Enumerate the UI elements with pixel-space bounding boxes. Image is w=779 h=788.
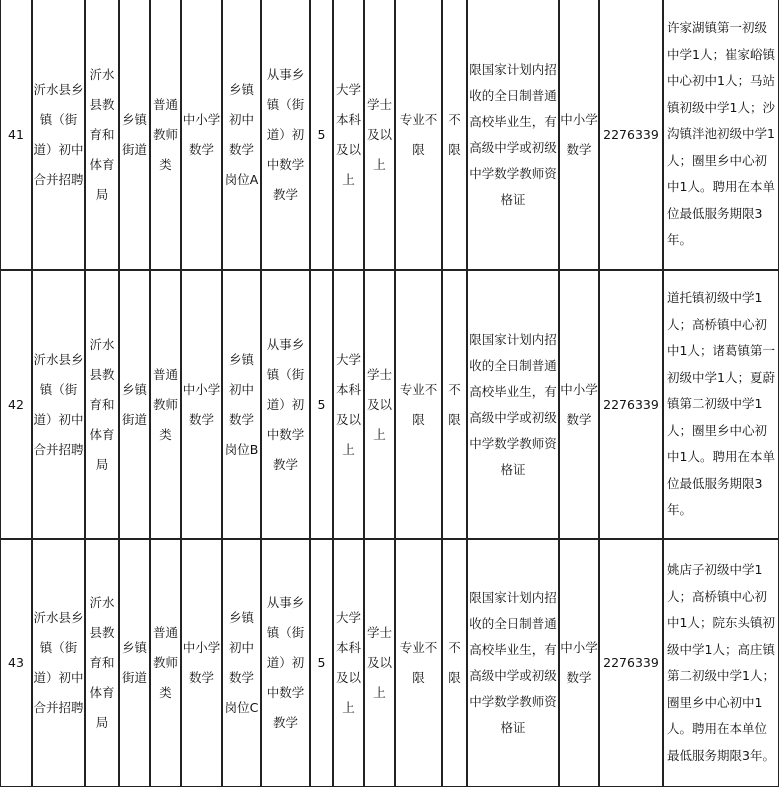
recruiting-unit: 沂水县乡镇（街道）初中合并招聘 (32, 0, 85, 270)
department: 沂水县教育和体育局 (85, 270, 119, 539)
qualification: 限国家计划内招收的全日制普通高校毕业生，有高级中学或初级中学数学教师资格证 (467, 270, 559, 539)
post-type: 中小学数学 (181, 0, 222, 270)
remarks: 许家湖镇第一初级中学1人；崔家峪镇中心初中1人；马站镇初级中学1人；沙沟镇泮池初级中学1人；圈里乡中心初中1人。聘用在本单位最低服务期限3年。 (663, 0, 779, 270)
education: 大学本科及以上 (333, 539, 364, 787)
headcount: 5 (310, 270, 333, 539)
education: 大学本科及以上 (333, 270, 364, 539)
other-requirement: 不限 (442, 539, 467, 787)
post-category: 普通教师类 (150, 0, 181, 270)
post-type: 中小学数学 (181, 539, 222, 787)
row-number: 42 (0, 270, 32, 539)
degree: 学士及以上 (364, 270, 395, 539)
exam-subject: 中小学数学 (559, 0, 599, 270)
recruiting-unit: 沂水县乡镇（街道）初中合并招聘 (32, 270, 85, 539)
qualification: 限国家计划内招收的全日制普通高校毕业生，有高级中学或初级中学数学教师资格证 (467, 539, 559, 787)
contact-phone: 2276339 (599, 539, 663, 787)
post-category: 普通教师类 (150, 270, 181, 539)
headcount: 5 (310, 0, 333, 270)
table-row (0, 0, 779, 270)
table-row (0, 270, 779, 539)
major: 专业不限 (395, 539, 442, 787)
remarks: 姚店子初级中学1人；高桥镇中心初中1人；院东头镇初级中学1人；高庄镇第二初级中学1人；圈里乡中心初中1人。聘用在本单位最低服务期限3年。 (663, 539, 779, 787)
education: 大学本科及以上 (333, 0, 364, 270)
major: 专业不限 (395, 270, 442, 539)
degree: 学士及以上 (364, 0, 395, 270)
duty: 从事乡镇（街道）初中数学教学 (261, 270, 310, 539)
headcount: 5 (310, 539, 333, 787)
post-category: 普通教师类 (150, 539, 181, 787)
remarks: 道托镇初级中学1人；高桥镇中心初中1人；诸葛镇第一初级中学1人；夏蔚镇第二初级中学1人；圈里乡中心初中1人。聘用在本单位最低服务期限3年。 (663, 270, 779, 539)
degree: 学士及以上 (364, 539, 395, 787)
qualification: 限国家计划内招收的全日制普通高校毕业生，有高级中学或初级中学数学教师资格证 (467, 0, 559, 270)
row-number: 43 (0, 539, 32, 787)
major: 专业不限 (395, 0, 442, 270)
post-name: 乡镇初中数学岗位A (222, 0, 261, 270)
other-requirement: 不限 (442, 270, 467, 539)
duty: 从事乡镇（街道）初中数学教学 (261, 539, 310, 787)
exam-subject: 中小学数学 (559, 539, 599, 787)
area: 乡镇街道 (119, 0, 150, 270)
table-row (0, 539, 779, 787)
post-type: 中小学数学 (181, 270, 222, 539)
area: 乡镇街道 (119, 539, 150, 787)
contact-phone: 2276339 (599, 0, 663, 270)
duty: 从事乡镇（街道）初中数学教学 (261, 0, 310, 270)
post-name: 乡镇初中数学岗位B (222, 270, 261, 539)
department: 沂水县教育和体育局 (85, 0, 119, 270)
row-number: 41 (0, 0, 32, 270)
area: 乡镇街道 (119, 270, 150, 539)
other-requirement: 不限 (442, 0, 467, 270)
recruiting-unit: 沂水县乡镇（街道）初中合并招聘 (32, 539, 85, 787)
exam-subject: 中小学数学 (559, 270, 599, 539)
department: 沂水县教育和体育局 (85, 539, 119, 787)
post-name: 乡镇初中数学岗位C (222, 539, 261, 787)
contact-phone: 2276339 (599, 270, 663, 539)
